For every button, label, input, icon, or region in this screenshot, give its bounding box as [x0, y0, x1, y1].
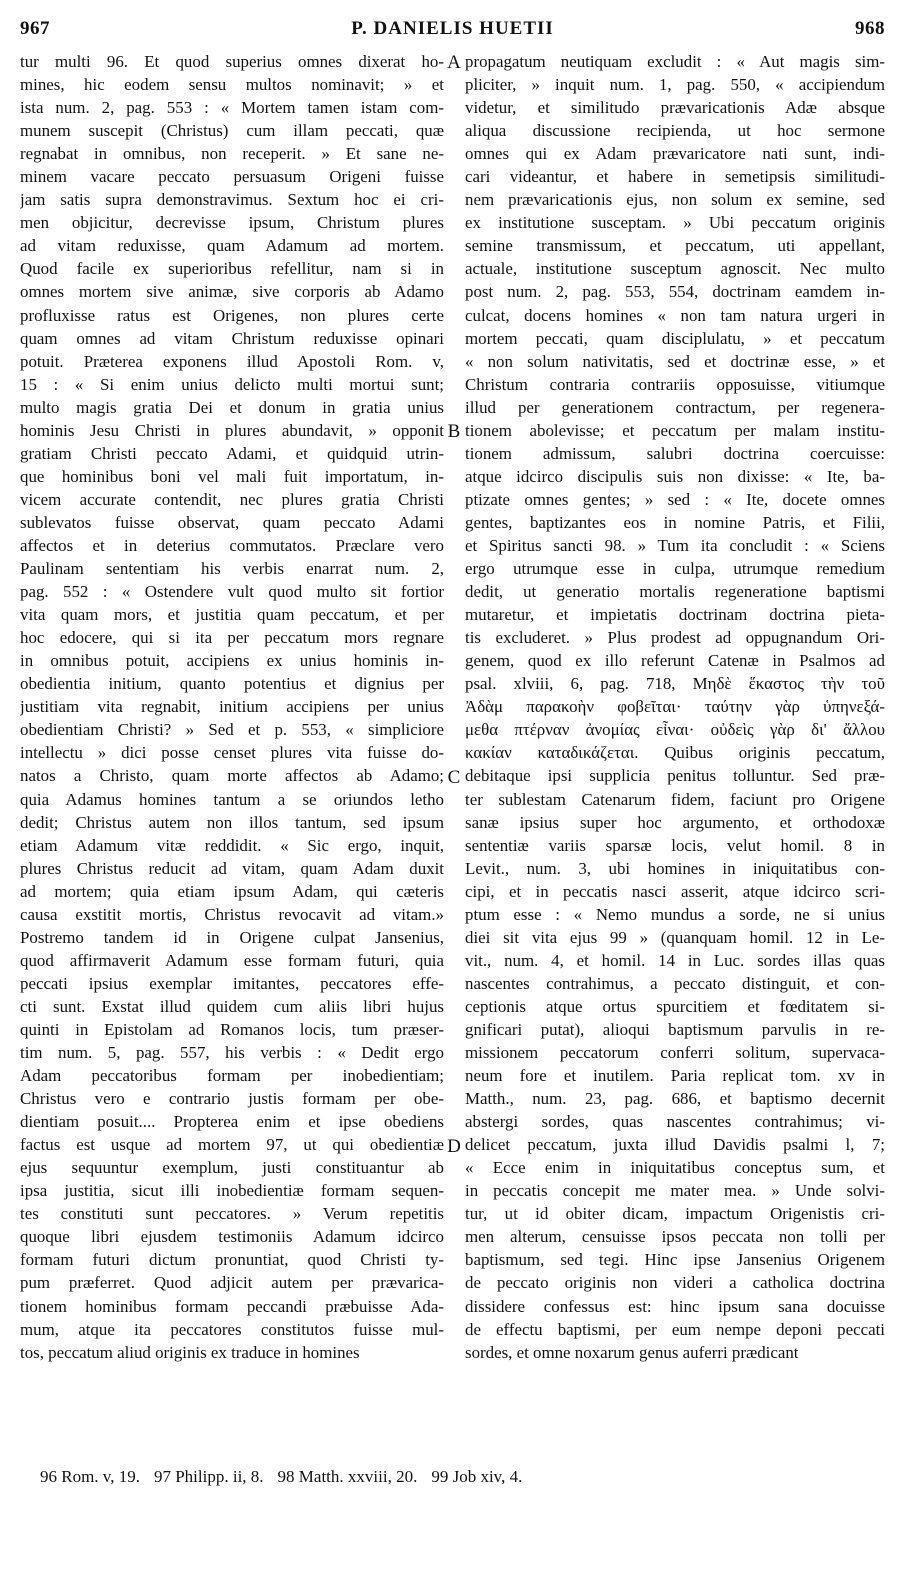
- text-line: vicem accurate contendit, nec plures gratia Christi: [20, 489, 444, 509]
- text-line: ptum esse : « Nemo mundus a sorde, ne si unius: [465, 904, 885, 924]
- text-line: tos, peccatum aliud originis ex traduce in homines: [20, 1342, 360, 1362]
- text-line: ceptionis atque ortus spurcitiem et fœditatem si-: [465, 996, 885, 1016]
- text-line: munem suscepit (Christus) cum illam peccati, quæ: [20, 121, 444, 141]
- text-line: sententiæ variis sparsæ locis, velut homil. 8 in: [465, 835, 885, 855]
- text-line: Christus vero e contrario justis formam per obe-: [20, 1089, 444, 1109]
- text-line: pliciter, » inquit num. 1, pag. 550, « accipiendum: [465, 75, 885, 95]
- text-line: sordes, et omne noxarum genus auferri prædicant: [465, 1342, 799, 1362]
- section-marker-d: D: [447, 1136, 461, 1157]
- text-line: debitaque ipsi supplicia penitus tolluntur. Sed præ-: [465, 766, 885, 786]
- text-line: μεθα πτέρναν ἀνομίας εἶναι· οὐδεὶς γὰρ δι' ἄλλου: [465, 720, 885, 740]
- footnote: 98 Matth. xxviii, 20.: [277, 1467, 418, 1486]
- page-number-left: 967: [20, 18, 50, 39]
- text-line: plures Christus reducit ad vitam, quam Adam duxit: [20, 858, 444, 878]
- footnotes: [40, 1466, 885, 1488]
- text-line: delicet peccatum, juxta illud Davidis psalmi l, 7;: [465, 1135, 885, 1155]
- text-line: tionem hominibus formam peccandi præbuisse Ada-: [20, 1296, 444, 1316]
- text-line: illud per generationem contractum, per regenera-: [465, 397, 885, 417]
- text-line: profluxisse ratus est Origenes, non plures certe: [20, 305, 444, 325]
- text-line: sublevatos fuisse observat, quam peccato Adami: [20, 512, 444, 532]
- footnote: 97 Philipp. ii, 8.: [153, 1467, 264, 1486]
- text-line: Adam peccatoribus formam per inobedientiam;: [20, 1066, 444, 1086]
- text-line: tis excluderet. » Plus prodest ad oppugnandum Ori-: [465, 628, 885, 648]
- text-line: Paulinam sententiam his verbis enarrat num. 2,: [20, 559, 444, 579]
- text-line: natos a Christo, quam morte affectos ab Adamo;: [20, 766, 444, 786]
- text-line: de effectu baptismi, per eum nempe deponi peccati: [465, 1319, 885, 1339]
- text-line: obedientia initium, quanto potentius et dignius per: [20, 674, 444, 694]
- text-line: formam futuri dictum pronuntiat, quod Christi ty-: [20, 1250, 444, 1270]
- text-line: Christum contraria contrariis opposuisse, vitiumque: [465, 374, 885, 394]
- text-line: Quod facile ex superioribus refellitur, nam si in: [20, 259, 444, 279]
- text-line: multo magis gratia Dei et donum in gratia unius: [20, 397, 444, 417]
- text-line: nascentes contrahimus, a peccato distinguit, et con-: [465, 973, 885, 993]
- text-line: quoque libri ejusdem testimoniis Adamum idcirco: [20, 1227, 444, 1247]
- text-line: ergo utrumque esse in culpa, utrumque remedium: [465, 559, 885, 579]
- text-line: videtur, et similitudo prævaricationis Adæ absque: [465, 98, 885, 118]
- text-line: nem prævaricationis ejus, non solum ex semine, sed: [465, 190, 885, 210]
- text-line: 15 : « Si enim unius delicto multi mortui sunt;: [20, 374, 444, 394]
- section-marker-c: C: [447, 767, 461, 788]
- text-line: jam satis supra demonstravimus. Sextum hoc ei cri-: [20, 190, 444, 210]
- text-line: missionem peccatorum conferri solitum, supervaca-: [465, 1043, 885, 1063]
- text-line: ter sublestam Catenarum fidem, faciunt pro Origene: [465, 789, 885, 809]
- text-line: aliqua discussione recipienda, ut hoc sermone: [465, 121, 885, 141]
- text-line: quod affirmaverit Adamum esse formam futuri, quia: [20, 950, 444, 970]
- text-line: omnes mortem sive animæ, sive corporis ab Adamo: [20, 282, 444, 302]
- text-line: cti sunt. Exstat illud quidem cum aliis libri hujus: [20, 996, 444, 1016]
- text-line: abstergi sordes, quas nascentes contrahimus; vi-: [465, 1112, 885, 1132]
- text-line: que hominibus boni vel mali fuit importatum, in-: [20, 466, 444, 486]
- text-line: in peccatis concepit me mater mea. » Unde solvi-: [465, 1181, 885, 1201]
- text-line: baptismum, sed tegi. Hinc ipse Jansenius Origenem: [465, 1250, 885, 1270]
- text-line: ipsa justitia, sicut illi inobedientiæ formam sequen-: [20, 1181, 444, 1201]
- footnote: 99 Job xiv, 4.: [431, 1467, 523, 1486]
- text-line: quia Adamus homines tantum a se oriundos letho: [20, 789, 444, 809]
- text-line: tionem abolevisse; et peccatum per malam institu-: [465, 420, 885, 440]
- text-line: ptizate omnes gentes; » sed : « Ite, docete omnes: [465, 489, 885, 509]
- text-line: etiam Adamum vitæ reddidit. « Sic ergo, inquit,: [20, 835, 444, 855]
- page-header: [20, 18, 885, 44]
- text-line: hominis Jesu Christi in plures abundavit, » opponit: [20, 420, 444, 440]
- text-line: genem, quod ex illo referunt Catenæ in Psalmos ad: [465, 651, 885, 671]
- text-line: dientiam posuit.... Propterea enim et ipse obediens: [20, 1112, 444, 1132]
- text-line: affectos et in deterius commutatos. Præclare vero: [20, 535, 444, 555]
- text-line: pum præferret. Quod adjicit autem per prævarica-: [20, 1273, 444, 1293]
- text-line: propagatum neutiquam excludit : « Aut magis sim-: [465, 52, 885, 71]
- text-line: mutaretur, et impietatis doctrinam doctrina pieta-: [465, 605, 885, 625]
- text-line: Matth., num. 23, pag. 686, et baptismo decernit: [465, 1089, 885, 1109]
- running-title: P. DANIELIS HUETII: [351, 18, 554, 39]
- text-line: pag. 552 : « Ostendere vult quod multo sit fortior: [20, 582, 444, 602]
- right-column: [465, 50, 885, 1364]
- text-line: tes constituti sunt peccatores. » Verum repetitis: [20, 1204, 444, 1224]
- text-line: Levit., num. 3, ubi homines in iniquitatibus con-: [465, 858, 885, 878]
- text-line: peccati ipsius exemplar imitantes, peccatores effe-: [20, 973, 444, 993]
- text-line: sanæ ipsius super hoc argumento, et orthodoxæ: [465, 812, 885, 832]
- left-column: [20, 50, 444, 1364]
- text-line: ejus sequuntur exemplum, justi constituantur ab: [20, 1158, 444, 1178]
- text-line: tur multi 96. Et quod superius omnes dixerat ho-: [20, 52, 444, 71]
- text-line: men alterum, censuisse ipsos peccata non tolli per: [465, 1227, 885, 1247]
- text-line: factus est usque ad mortem 97, ut qui obedientiæ: [20, 1135, 444, 1155]
- text-line: diei sit vita ejus 99 » (quanquam homil. 12 in Le-: [465, 927, 885, 947]
- text-line: tim num. 5, pag. 557, his verbis : « Dedit ergo: [20, 1043, 444, 1063]
- text-line: mum, atque ita peccatores constitutos fuisse mul-: [20, 1319, 444, 1339]
- text-line: dedit; Christus autem non illos tantum, sed ipsum: [20, 812, 444, 832]
- text-line: atque idcirco discipulis suis non dixisse: « Ite, ba-: [465, 466, 885, 486]
- text-line: justitiam vita regnabit, initium accipiens per unius: [20, 697, 444, 717]
- text-line: actuale, institutione susceptum agnoscit. Nec multo: [465, 259, 885, 279]
- text-line: ista num. 2, pag. 553 : « Mortem tamen istam com-: [20, 98, 444, 118]
- text-line: causa exstitit mortis, Christus revocavit ad vitam.»: [20, 904, 444, 924]
- text-line: « Ecce enim in iniquitatibus conceptus sum, et: [465, 1158, 885, 1178]
- text-line: minem vacare peccato persuasum Origeni fuisse: [20, 167, 444, 187]
- text-line: gentes, baptizantes eos in nomine Patris, et Filii,: [465, 512, 885, 532]
- text-line: vit., num. 4, et homil. 14 in Luc. sordes illas quas: [465, 950, 885, 970]
- section-marker-a: A: [447, 52, 461, 73]
- text-line: gnificari putat), alioqui baptismum parvulis in re-: [465, 1019, 885, 1039]
- text-line: cari videantur, et habere in semetipsis similitudi-: [465, 167, 885, 187]
- text-line: « non solum nativitatis, sed et doctrinæ esse, » et: [465, 351, 885, 371]
- text-line: omnes qui ex Adam prævaricatore nati sunt, indi-: [465, 144, 885, 164]
- section-marker-b: B: [447, 421, 461, 442]
- text-line: et Spiritus sancti 98. » Tum ita concludit : « Sciens: [465, 535, 885, 555]
- text-line: regnabat in omnibus, non receperit. » Et sane ne-: [20, 144, 444, 164]
- text-line: tur, ut id obiter dicam, impactum Origenistis cri-: [465, 1204, 885, 1224]
- text-line: quam omnes ad vitam Christum reduxisse opinari: [20, 328, 444, 348]
- text-line: dissidere confessus est: hinc ipsum sana docuisse: [465, 1296, 885, 1316]
- text-line: men objicitur, decrevisse ipsum, Christum plures: [20, 213, 444, 233]
- text-line: κακίαν καταδικάζεται. Quibus originis peccatum,: [465, 743, 885, 763]
- text-line: psal. xlviii, 6, pag. 718, Μηδὲ ἕκαστος τὴν τοῦ: [465, 674, 885, 694]
- text-line: quinti in Epistolam ad Romanos locis, tum præser-: [20, 1019, 444, 1039]
- text-line: hoc edocere, qui si ita per peccatum mors regnare: [20, 628, 444, 648]
- footnote: 96 Rom. v, 19.: [40, 1467, 140, 1486]
- text-line: vita quam mors, et justitia quam peccatum, et per: [20, 605, 444, 625]
- text-line: obedientiam Christi? » Sed et p. 553, « simpliciore: [20, 720, 444, 740]
- text-line: mortem peccati, quam disciplulatu, » et peccatum: [465, 328, 885, 348]
- text-line: semine transmissum, et peccatum, uti appellant,: [465, 236, 885, 256]
- text-line: mines, hic eodem sensu multos nominavit; » et: [20, 75, 444, 95]
- page-number-right: 968: [855, 18, 885, 39]
- text-line: neum fore et inutilem. Paria replicat tom. xv in: [465, 1066, 885, 1086]
- text-line: potuit. Præterea exponens illud Apostoli Rom. v,: [20, 351, 444, 371]
- text-line: in omnibus potuit, accipiens ex unius hominis in-: [20, 651, 444, 671]
- text-line: post num. 2, pag. 553, 554, doctrinam eamdem in-: [465, 282, 885, 302]
- text-line: tionem admissum, salubri doctrina coercuisse:: [465, 443, 885, 463]
- text-line: Postremo tandem id in Origene culpat Jansenius,: [20, 927, 444, 947]
- text-line: gratiam Christi peccato Adami, et quidquid utrin-: [20, 443, 444, 463]
- text-line: cipi, et in peccatis nasci asserit, atque idcirco scri-: [465, 881, 885, 901]
- text-line: intellectu » dici posse censet plures vita fuisse do-: [20, 743, 444, 763]
- text-line: Ἀδὰμ παρακοὴν φοβεῖται· ταύτην γὰρ ὑπηνεξά-: [465, 697, 885, 717]
- text-line: dedit, ut generatio mortalis regeneratione baptismi: [465, 582, 885, 602]
- text-line: ex institutione susceptam. » Ubi peccatum originis: [465, 213, 885, 233]
- text-line: culcat, docens homines « non tam natura urgeri in: [465, 305, 885, 325]
- text-line: de peccato originis non videri a catholica doctrina: [465, 1273, 885, 1293]
- text-line: ad vitam reduxisse, quam Adamum ad mortem.: [20, 236, 444, 256]
- text-line: ad mortem; quia etiam ipsum Adam, qui cæteris: [20, 881, 444, 901]
